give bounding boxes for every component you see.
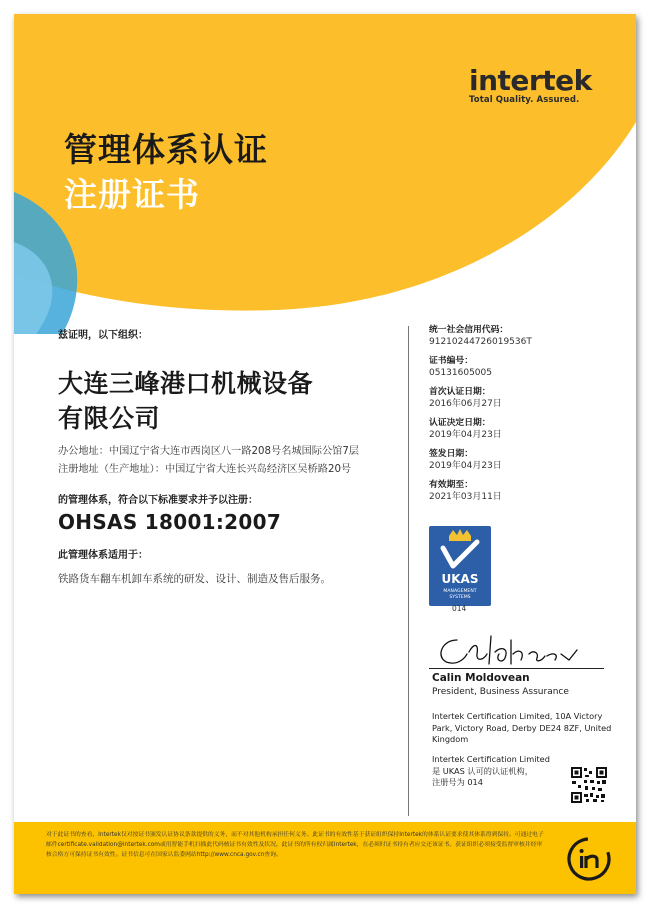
ukas-word: UKAS (441, 572, 479, 586)
ukas-sub1: MANAGEMENT (443, 589, 477, 594)
footer-disclaimer: 对于此证书的查看，Intertek仅对按证书颁发认证协议条款提供的义务，而不对其他机构承担任何义务。此证书的有效性基于获证组织保持Intertek的体系认证要求使其体系得到保持。可通过电子邮件certificate.validation@intertek.com或用智能手机扫描此代码核证书有效性及状况。此证书的所有权归属Intertek，在必须时证书持有者应交还该证书。获证组织必须接受监督审核并经审核合格方可保持证书有效性。证书信息可在国家认监委网站http://www.cnca.gov.cn查询。 (46, 832, 544, 858)
accreditation-line-3: 注册号为 014 (432, 777, 483, 787)
system-intro: 的管理体系，符合以下标准要求并予以注册： (58, 495, 258, 506)
signature-line (429, 668, 604, 669)
detail-value: 91210244726019536T (429, 337, 532, 347)
accreditation-line-2: 是 UKAS 认可的认证机构， (432, 765, 533, 776)
issuer-address: Intertek Certification Limited, 10A Victory Park, Victory Road, Derby DE24 8ZF, United Kingdom (432, 711, 612, 744)
standard-name: OHSAS 18001:2007 (58, 510, 282, 534)
organization-name-line-1: 大连三峰港口机械设备 (58, 369, 314, 398)
detail-first-cert-date (429, 386, 629, 411)
circle-logo-shape (566, 836, 612, 882)
detail-value: 2021年03月11日 (429, 492, 502, 502)
certifies-intro: 兹证明，以下组织： (58, 330, 148, 341)
scope-label: 此管理体系适用于： (58, 550, 148, 561)
intertek-logo (469, 64, 609, 105)
ukas-number: 014 (452, 604, 467, 613)
detail-certificate-number (429, 355, 629, 380)
signer-title: President, Business Assurance (432, 687, 569, 697)
detail-label: 签发日期： (429, 449, 473, 459)
logo-wordmark: intertek (469, 64, 592, 97)
footer-band (14, 822, 636, 894)
detail-value: 2019年04月23日 (429, 430, 502, 440)
title-line-2: 注册证书 (64, 175, 200, 214)
logo-tagline: Total Quality. Assured. (469, 95, 580, 105)
qr-pattern (570, 766, 608, 804)
accreditation-text (432, 754, 582, 789)
signer-name: Calin Moldovean (432, 672, 530, 684)
detail-value: 2016年06月27日 (429, 399, 502, 409)
detail-value: 2019年04月23日 (429, 461, 502, 471)
detail-label: 统一社会信用代码： (429, 325, 509, 335)
accreditation-line-1: Intertek Certification Limited (432, 754, 550, 764)
organization-name-line-2: 有限公司 (58, 404, 161, 433)
ukas-mark (429, 526, 491, 606)
detail-label: 证书编号： (429, 356, 473, 366)
detail-label: 首次认证日期： (429, 387, 491, 397)
title-line-1: 管理体系认证 (64, 130, 268, 169)
intertek-circle-logo-icon (566, 836, 612, 882)
certificate-page (14, 14, 636, 894)
signature-scribble-icon (429, 632, 599, 670)
detail-decision-date (429, 417, 629, 442)
office-address: 办公地址：中国辽宁省大连市西岗区八一路208号名城国际公馆7层 (58, 446, 359, 457)
column-divider (408, 326, 409, 816)
detail-label: 有效期至： (429, 480, 473, 490)
detail-label: 认证决定日期： (429, 418, 491, 428)
scope-text: 铁路货车翻车机卸车系统的研发、设计、制造及售后服务。 (58, 573, 331, 585)
detail-value: 05131605005 (429, 368, 492, 378)
qr-code-icon[interactable] (570, 766, 608, 804)
registered-address: 注册地址（生产地址）：中国辽宁省大连长兴岛经济区吴桥路20号 (58, 464, 352, 475)
detail-issue-date (429, 448, 629, 473)
ukas-sub2: SYSTEMS (449, 595, 471, 600)
detail-expiry-date (429, 479, 629, 504)
details-column (429, 324, 629, 510)
detail-credit-code (429, 324, 629, 349)
ukas-crown-check-icon (429, 526, 491, 606)
